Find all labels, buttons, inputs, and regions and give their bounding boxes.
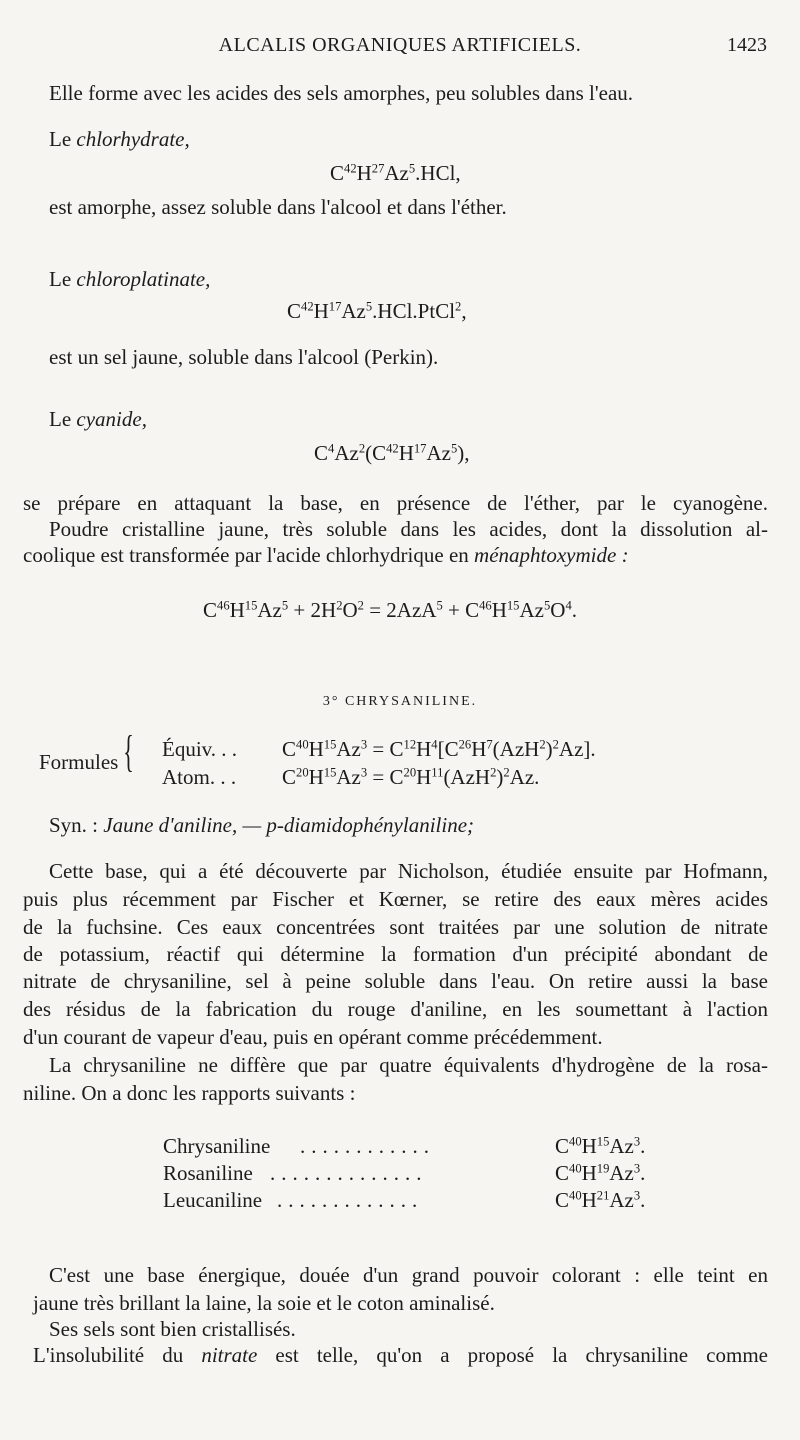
formula-chloroplatinate: $C^{42}H^{17}Az^5.HCl.PtCl^2$, [287, 299, 467, 323]
term-cyanide: cyanide, [76, 407, 147, 431]
line-text: L'insolubilité du [33, 1343, 202, 1367]
chloroplatinate-intro [49, 266, 210, 292]
paragraph-line: Poudre cristalline jaune, très soluble dans les acides, dont la dissolution al- [49, 517, 768, 541]
intro-text: Le [49, 407, 77, 431]
paragraph-line: Ses sels sont bien cristallisés. [49, 1317, 296, 1341]
formula-chlorhydrate: $C^{42}H^{27}Az^5.HCl$, [330, 161, 461, 185]
chloroplatinate-description: est un sel jaune, soluble dans l'alcool (Perkin). [49, 345, 439, 369]
section-title: 3° CHRYSANILINE. [322, 694, 478, 709]
table-row-leader: ............ [300, 1134, 435, 1158]
intro-text: Le [49, 127, 77, 151]
equiv-formula: $C^{40}H^{15}Az^3 = C^{12}H^4[C^{26}H^7(AzH^2)^2Az]$. [282, 737, 596, 761]
table-row-name: Chrysaniline [163, 1134, 271, 1158]
paragraph-line: Elle forme avec les acides des sels amorphes, peu solubles dans l'eau. [49, 81, 634, 105]
table-row-name: Leucaniline [163, 1188, 263, 1212]
term-chloroplatinate: chloroplatinate, [76, 267, 211, 291]
formula-cyanide: $C^4Az^2(C^{42}H^{17}Az^5)$, [314, 441, 470, 465]
intro-text: Le [49, 267, 77, 291]
paragraph-line: La chrysaniline ne diffère que par quatre équivalents d'hydrogène de la rosa- [49, 1053, 768, 1077]
syn-prefix: Syn. : [49, 813, 104, 837]
table-row-leader: .............. [270, 1161, 428, 1185]
table-row-leader: ............. [277, 1188, 424, 1212]
atom-formula: $C^{20}H^{15}Az^3 = C^{20}H^{11}(AzH^2)^2Az$. [282, 765, 540, 789]
chlorhydrate-description: est amorphe, assez soluble dans l'alcool et dans l'éther. [49, 195, 507, 219]
paragraph-line: d'un courant de vapeur d'eau, puis en opérant comme précédemment. [23, 1025, 603, 1049]
line-text: est telle, qu'on a proposé la chrysaniline comme [257, 1343, 768, 1367]
atom-label: Atom. . . [162, 765, 237, 789]
paragraph-line: puis plus récemment par Fischer et Kœrner, se retire des eaux mères acides [23, 887, 768, 911]
paragraph-line: de potassium, réactif qui détermine la formation d'un précipité abondant de [23, 942, 768, 966]
paragraph-line: jaune très brillant la laine, la soie et le coton aminalisé. [33, 1291, 495, 1315]
line-text: coolique est transformée par l'acide chlorhydrique en [23, 543, 475, 567]
paragraph-line: Cette base, qui a été découverte par Nicholson, étudiée ensuite par Hofmann, [49, 859, 768, 883]
equation: $C^{46}H^{15}Az^5 + 2H^2O^2 = 2AzA^5 + C^{46}H^{15}Az^5O^4$. [203, 598, 577, 622]
term-nitrate: nitrate [201, 1343, 258, 1367]
synonyms [49, 812, 474, 838]
table-row-formula: $C^{40}H^{19}Az^3$. [555, 1161, 646, 1185]
paragraph-line: C'est une base énergique, douée d'un grand pouvoir colorant : elle teint en [49, 1263, 768, 1287]
term-menaphtoxymide: ménaphtoxymide : [474, 543, 629, 567]
page-header [0, 34, 800, 64]
formules-label: Formules [39, 750, 119, 774]
paragraph-line: nitrate de chrysaniline, sel à peine soluble dans l'eau. On retire aussi la base [23, 969, 768, 993]
cyanide-intro [49, 406, 147, 432]
paragraph-line: de la fuchsine. Ces eaux concentrées sont traitées par une solution de nitrate [23, 915, 768, 939]
running-title: ALCALIS ORGANIQUES ARTIFICIELS. [218, 34, 582, 56]
chlorhydrate-intro [49, 126, 190, 152]
table-row-formula: $C^{40}H^{15}Az^3$. [555, 1134, 646, 1158]
paragraph-line: niline. On a donc les rapports suivants : [23, 1081, 356, 1105]
paragraph-line: se prépare en attaquant la base, en présence de l'éther, par le cyanogène. [23, 491, 768, 515]
paragraph-line [33, 1342, 768, 1368]
syn-terms: Jaune d'aniline, — p-diamidophénylaniline; [103, 813, 475, 837]
brace-left: { [123, 727, 134, 776]
equiv-label: Équiv. . . [162, 737, 238, 761]
page-number: 1423 [727, 34, 767, 56]
table-row-formula: $C^{40}H^{21}Az^3$. [555, 1188, 646, 1212]
term-chlorhydrate: chlorhydrate, [76, 127, 190, 151]
paragraph-line [23, 542, 629, 568]
paragraph-line: des résidus de la fabrication du rouge d'aniline, en les soumettant à l'action [23, 997, 768, 1021]
table-row-name: Rosaniline [163, 1161, 253, 1185]
